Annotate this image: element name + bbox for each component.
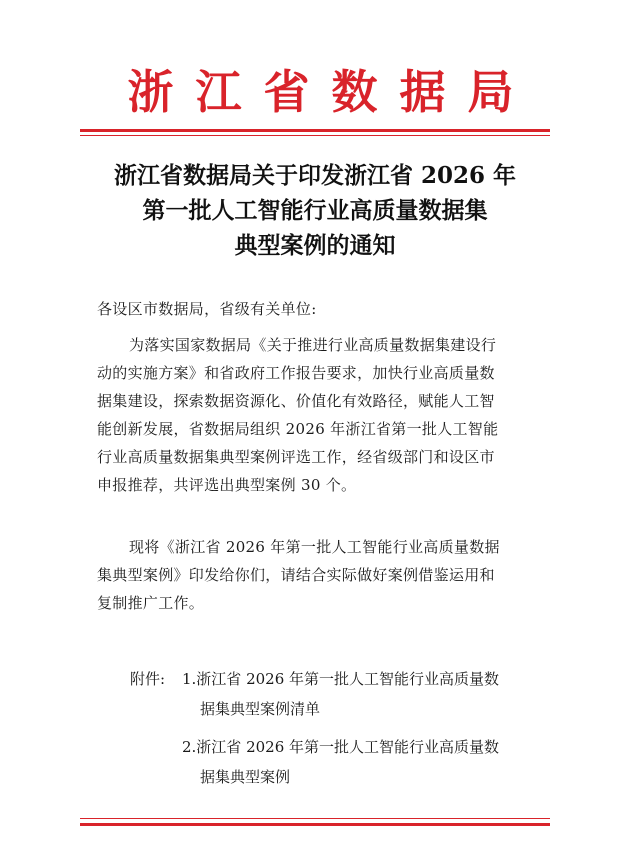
masthead-char: 省: [263, 65, 310, 119]
footer-divider-thick: [80, 823, 550, 826]
paragraph-1: [97, 331, 547, 499]
attachment-line: 据集典型案例: [200, 768, 291, 786]
paragraph-line: 动的实施方案》和省政府工作报告要求，加快行业高质量数: [97, 364, 495, 382]
attachments: [130, 664, 550, 800]
attachment-item: [182, 664, 550, 724]
attachments-label: 附件:: [130, 670, 166, 688]
masthead-divider-thick: [80, 129, 550, 132]
paragraph-line: 集典型案例》印发给你们，请结合实际做好案例借鉴运用和: [97, 566, 495, 584]
paragraph-line: 为落实国家数据局《关于推进行业高质量数据集建设行: [129, 336, 497, 354]
paragraph-line: 现将《浙江省 2026 年第一批人工智能行业高质量数据: [129, 538, 500, 556]
title-line: 第一批人工智能行业高质量数据集: [142, 197, 488, 224]
masthead-char: 浙: [127, 65, 174, 119]
paragraph-line: 能创新发展，省数据局组织 2026 年浙江省第一批人工智能: [97, 420, 499, 438]
paragraph-line: 据集建设，探索数据资源化、价值化有效路径，赋能人工智: [97, 392, 495, 410]
paragraph-2: [97, 533, 547, 617]
paragraph-line: 行业高质量数据集典型案例评选工作，经省级部门和设区市: [97, 448, 495, 466]
document-title: [80, 158, 550, 263]
masthead: [0, 62, 641, 122]
attachment-line: 1.浙江省 2026 年第一批人工智能行业高质量数: [182, 670, 500, 688]
attachment-item: [182, 732, 550, 792]
footer-divider-thin: [80, 818, 550, 819]
attachment-line: 据集典型案例清单: [200, 700, 321, 718]
masthead-char: 局: [467, 65, 514, 119]
attachment-line: 2.浙江省 2026 年第一批人工智能行业高质量数: [182, 738, 500, 756]
title-line: 典型案例的通知: [234, 232, 396, 259]
masthead-char: 据: [399, 65, 446, 119]
masthead-divider-thin: [80, 135, 550, 136]
title-line: 浙江省数据局关于印发浙江省 2026 年: [113, 162, 517, 189]
salutation: 各设区市数据局，省级有关单位:: [97, 300, 317, 318]
paragraph-line: 申报推荐，共评选出典型案例 30 个。: [97, 476, 357, 494]
masthead-char: 江: [195, 65, 242, 119]
paragraph-line: 复制推广工作。: [97, 594, 205, 612]
masthead-char: 数: [331, 65, 378, 119]
